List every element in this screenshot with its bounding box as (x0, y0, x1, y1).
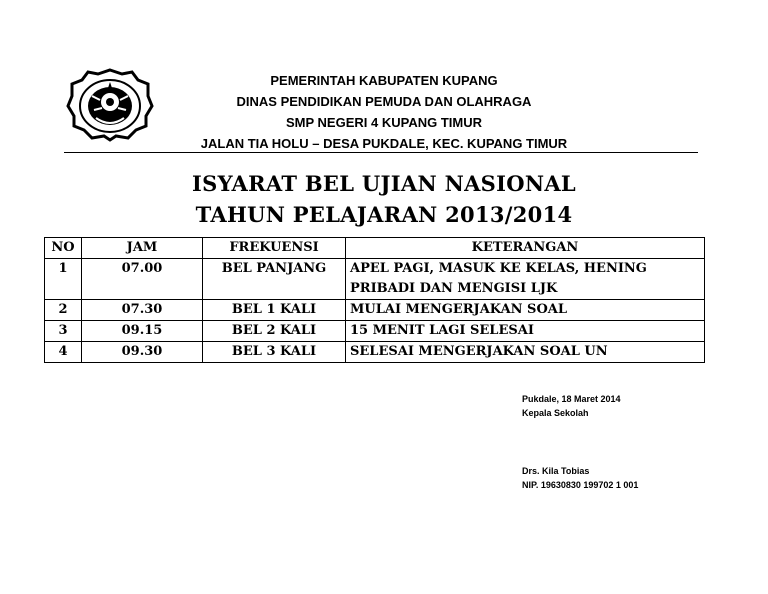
cell-no: 1 (45, 259, 82, 300)
header-keterangan: KETERANGAN (346, 238, 705, 259)
cell-keterangan: 15 MENIT LAGI SELESAI (346, 321, 705, 342)
table-header-row (45, 238, 705, 259)
cell-keterangan: SELESAI MENGERJAKAN SOAL UN (346, 342, 705, 363)
cell-frekuensi: BEL PANJANG (203, 259, 346, 300)
title-line-2: TAHUN PELAJARAN 2013/2014 (195, 202, 573, 227)
letterhead-government: PEMERINTAH KABUPATEN KUPANG (270, 73, 498, 88)
header-no: NO (45, 238, 82, 259)
cell-jam: 07.30 (82, 300, 203, 321)
cell-keterangan (346, 259, 705, 300)
signature-role: Kepala Sekolah (522, 408, 589, 418)
title-line-1: ISYARAT BEL UJIAN NASIONAL (192, 171, 576, 196)
signature-name: Drs. Kila Tobias (522, 466, 590, 476)
cell-jam: 09.30 (82, 342, 203, 363)
cell-keterangan-line-1: APEL PAGI, MASUK KE KELAS, HENING (350, 261, 647, 276)
cell-frekuensi: BEL 3 KALI (203, 342, 346, 363)
signature-nip: NIP. 19630830 199702 1 001 (522, 480, 639, 490)
letterhead-department: DINAS PENDIDIKAN PEMUDA DAN OLAHRAGA (236, 94, 532, 109)
table-row (45, 300, 705, 321)
letterhead (160, 70, 608, 154)
regency-seal-icon (66, 66, 154, 142)
cell-no: 4 (45, 342, 82, 363)
letterhead-address: JALAN TIA HOLU – DESA PUKDALE, KEC. KUPANG TIMUR (200, 136, 568, 151)
letterhead-divider (64, 152, 698, 153)
cell-jam: 09.15 (82, 321, 203, 342)
header-frekuensi: FREKUENSI (203, 238, 346, 259)
table-row (45, 259, 705, 300)
cell-keterangan: MULAI MENGERJAKAN SOAL (346, 300, 705, 321)
header-jam: JAM (82, 238, 203, 259)
cell-frekuensi: BEL 2 KALI (203, 321, 346, 342)
cell-frekuensi: BEL 1 KALI (203, 300, 346, 321)
document-title (100, 168, 668, 230)
cell-no: 3 (45, 321, 82, 342)
table-row (45, 321, 705, 342)
letterhead-school: SMP NEGERI 4 KUPANG TIMUR (286, 115, 482, 130)
signature-date: Pukdale, 18 Maret 2014 (522, 394, 621, 404)
cell-jam: 07.00 (82, 259, 203, 300)
cell-no: 2 (45, 300, 82, 321)
bell-schedule-table (44, 237, 705, 363)
cell-keterangan-line-2: PRIBADI DAN MENGISI LJK (350, 281, 558, 296)
table-row (45, 342, 705, 363)
